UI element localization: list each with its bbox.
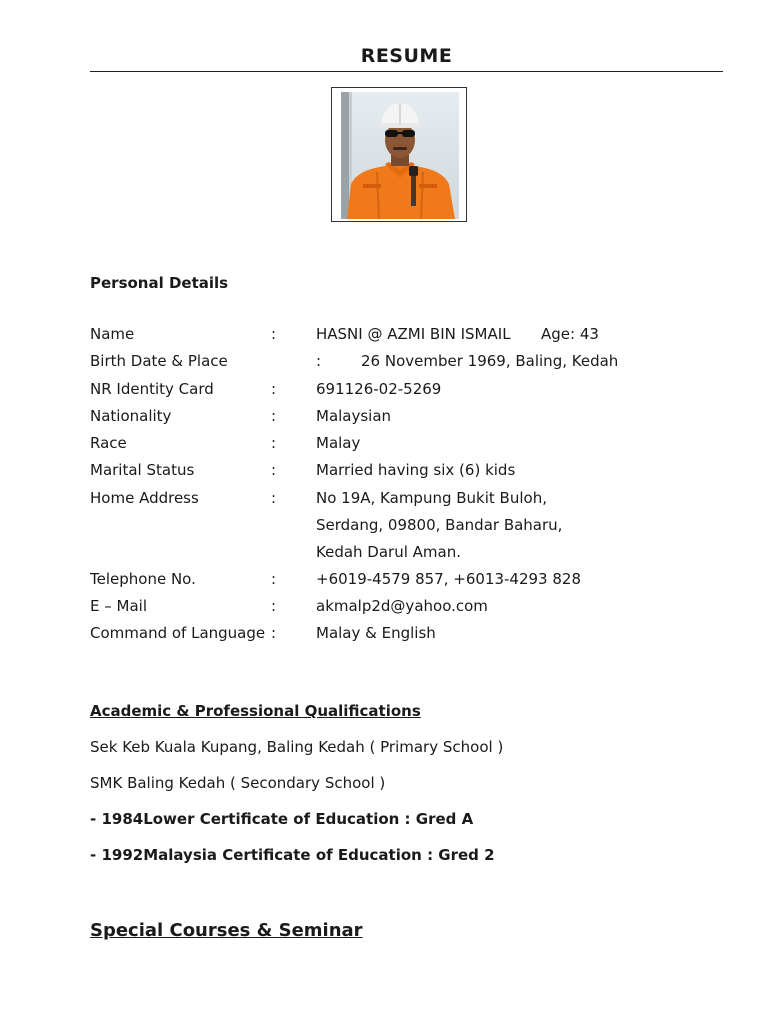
detail-label: Race [90, 434, 127, 452]
detail-label: Nationality [90, 407, 172, 425]
detail-row-birth [90, 352, 730, 372]
detail-value-address-line-2: Serdang, 09800, Bandar Baharu, [316, 516, 563, 534]
title-divider [90, 71, 723, 72]
academic-item: Sek Keb Kuala Kupang, Baling Kedah ( Primary School ) [90, 738, 504, 756]
detail-colon: : [271, 325, 277, 343]
academic-item: SMK Baling Kedah ( Secondary School ) [90, 774, 386, 792]
detail-label: Telephone No. [90, 570, 196, 588]
detail-colon: : [271, 489, 277, 507]
detail-value-marital: Married having six (6) kids [316, 461, 516, 479]
portrait-photo [341, 92, 459, 219]
detail-row-name [90, 325, 730, 345]
special-courses-heading: Special Courses & Seminar [90, 920, 363, 941]
detail-colon: : [271, 570, 277, 588]
detail-value-race: Malay [316, 434, 361, 452]
detail-row-address-cont [90, 543, 730, 563]
detail-value-age: Age: 43 [541, 325, 599, 343]
detail-row-nationality [90, 407, 730, 427]
detail-row-address-cont [90, 516, 730, 536]
detail-row-language [90, 624, 730, 644]
academic-item: - 1992Malaysia Certificate of Education : Gred 2 [90, 846, 495, 864]
academic-heading: Academic & Professional Qualifications [90, 702, 421, 720]
detail-label: NR Identity Card [90, 380, 214, 398]
personal-details-heading: Personal Details [90, 274, 229, 292]
detail-row-telephone [90, 570, 730, 590]
detail-row-nric [90, 380, 730, 400]
detail-colon: : [316, 352, 322, 370]
detail-value-telephone: +6019-4579 857, +6013-4293 828 [316, 570, 581, 588]
detail-label: E – Mail [90, 597, 147, 615]
detail-value-email: akmalp2d@yahoo.com [316, 597, 488, 615]
detail-label: Home Address [90, 489, 199, 507]
detail-row-email [90, 597, 730, 617]
detail-label: Birth Date & Place [90, 352, 228, 370]
detail-colon: : [271, 597, 277, 615]
profile-photo [331, 87, 467, 222]
detail-value-name: HASNI @ AZMI BIN ISMAIL [316, 325, 511, 343]
detail-colon: : [271, 380, 277, 398]
detail-value-nationality: Malaysian [316, 407, 392, 425]
detail-value-address-line-3: Kedah Darul Aman. [316, 543, 461, 561]
detail-value-nric: 691126-02-5269 [316, 380, 442, 398]
detail-colon: : [271, 434, 277, 452]
detail-label: Command of Language [90, 624, 266, 642]
detail-label: Name [90, 325, 135, 343]
detail-colon: : [271, 624, 277, 642]
detail-label: Marital Status [90, 461, 195, 479]
academic-item: - 1984Lower Certificate of Education : Gred A [90, 810, 474, 828]
detail-colon: : [271, 461, 277, 479]
detail-row-marital [90, 461, 730, 481]
detail-value-language: Malay & English [316, 624, 436, 642]
detail-colon: : [271, 407, 277, 425]
detail-value-address-line-1: No 19A, Kampung Bukit Buloh, [316, 489, 547, 507]
detail-row-race [90, 434, 730, 454]
detail-row-address [90, 489, 730, 509]
detail-value-birth: 26 November 1969, Baling, Kedah [361, 352, 619, 370]
page-title: RESUME [360, 45, 453, 67]
